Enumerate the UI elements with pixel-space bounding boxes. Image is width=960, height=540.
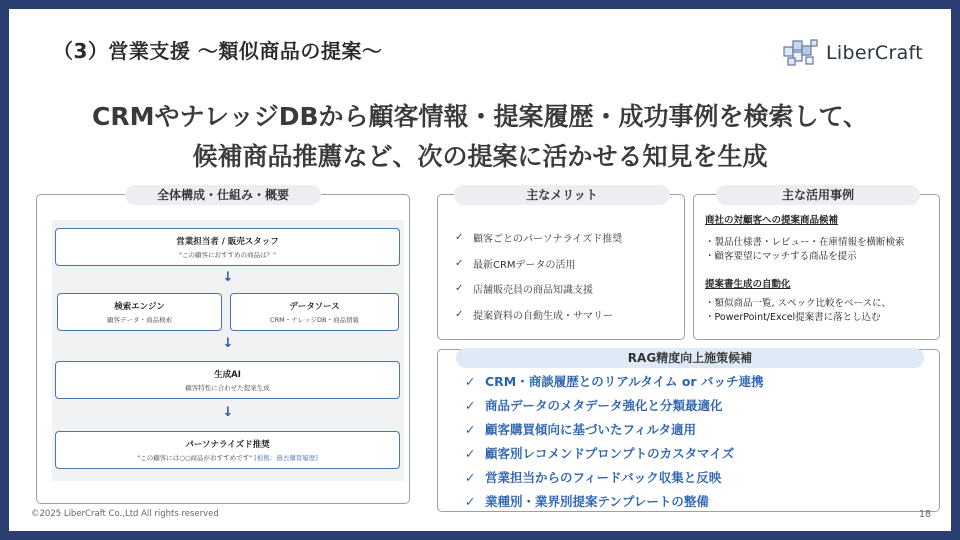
- personalized-ref: [根拠：過去購買履歴]: [254, 454, 318, 462]
- usecases-title: 主な活用事例: [716, 185, 920, 205]
- section-title: （3）営業支援 〜類似商品の提案〜: [53, 39, 383, 63]
- personalized-quote: "この顧客には○○商品がおすすめです": [137, 454, 253, 462]
- list-item: [465, 417, 763, 441]
- check-icon: ✓: [455, 257, 464, 269]
- copyright: ©2025 LiberCraft Co.,Ltd All rights reserved: [31, 509, 219, 519]
- headline-line-1: CRMやナレッジDBから顧客情報・提案履歴・成功事例を検索して、: [91, 102, 869, 131]
- arrow-down-icon: ↓: [222, 405, 234, 420]
- list-item: [465, 489, 763, 513]
- merit-text: 店舗販売員の商品知識支援: [473, 285, 593, 297]
- staff-title: 営業担当者 / 販売スタッフ: [176, 237, 279, 247]
- merits-panel: [437, 188, 685, 340]
- check-icon: ✓: [465, 421, 476, 437]
- list-item: [455, 251, 622, 277]
- generative-ai-subtitle: 顧客特性に合わせた提案生成: [185, 384, 270, 392]
- datasource-subtitle: CRM・ナレッジDB・商品情報: [270, 316, 359, 324]
- check-icon: ✓: [465, 445, 476, 461]
- usecase-1-line-2: ・顧客要望にマッチする商品を提示: [705, 251, 857, 262]
- page-number: 18: [919, 509, 932, 520]
- rag-text: CRM・商談履歴とのリアルタイム or バッチ連携: [485, 374, 764, 389]
- usecase-2-heading: 提案書生成の自動化: [705, 279, 791, 290]
- arrow-down-icon: ↓: [222, 336, 234, 351]
- check-icon: ✓: [465, 397, 476, 413]
- logo: [782, 37, 923, 69]
- check-icon: ✓: [455, 283, 464, 295]
- personalized-title: パーソナライズド推奨: [185, 440, 270, 450]
- rag-text: 顧客別レコメンドプロンプトのカスタマイズ: [485, 446, 735, 461]
- rag-text: 営業担当からのフィードバック収集と反映: [485, 470, 722, 485]
- search-engine-box: [57, 293, 222, 331]
- libercraft-logo-icon: [782, 37, 820, 69]
- usecases-panel: [693, 188, 940, 340]
- merit-text: 最新CRMデータの活用: [473, 259, 576, 271]
- merit-text: 提案資料の自動生成・サマリー: [473, 310, 613, 322]
- architecture-diagram: [52, 220, 404, 481]
- list-item: [465, 465, 763, 489]
- rag-text: 顧客購買傾向に基づいたフィルタ適用: [485, 422, 697, 437]
- datasource-title: データソース: [289, 302, 340, 312]
- staff-subtitle: "この顧客におすすめの商品は？": [178, 251, 277, 259]
- check-icon: ✓: [465, 373, 476, 389]
- logo-text: LiberCraft: [826, 42, 923, 64]
- rag-list: [465, 369, 763, 513]
- list-item: [455, 225, 622, 251]
- list-item: [455, 302, 622, 328]
- merits-title: 主なメリット: [454, 185, 670, 205]
- merits-list: [455, 225, 622, 327]
- usecase-1-line-1: ・製品仕様書・レビュー・在庫情報を横断検索: [705, 237, 905, 248]
- search-engine-subtitle: 顧客データ・商品検索: [107, 316, 172, 324]
- check-icon: ✓: [465, 469, 476, 485]
- usecase-2-line-1: ・類似商品一覧, スペック比較をベースに、: [705, 298, 892, 309]
- overview-panel: [36, 188, 410, 504]
- check-icon: ✓: [465, 493, 476, 509]
- list-item: [465, 393, 763, 417]
- list-item: [465, 441, 763, 465]
- arrow-down-icon: ↓: [222, 270, 234, 285]
- personalized-box: [55, 431, 400, 469]
- rag-panel: [437, 349, 940, 512]
- generative-ai-box: [55, 361, 400, 399]
- generative-ai-title: 生成AI: [214, 370, 241, 380]
- rag-text: 業種別・業界別提案テンプレートの整備: [485, 494, 709, 509]
- headline: [9, 97, 951, 177]
- overview-title: 全体構成・仕組み・概要: [125, 185, 321, 205]
- search-engine-title: 検索エンジン: [114, 302, 165, 312]
- rag-text: 商品データのメタデータ強化と分類最適化: [485, 398, 723, 413]
- merit-text: 顧客ごとのパーソナライズド推奨: [473, 234, 623, 246]
- slide: [9, 9, 951, 531]
- personalized-subtitle: [56, 453, 399, 462]
- rag-title: RAG精度向上施策候補: [456, 348, 924, 368]
- list-item: [465, 369, 763, 393]
- list-item: [455, 276, 622, 302]
- usecase-1-heading: 商社の対顧客への提案商品候補: [705, 215, 839, 226]
- check-icon: ✓: [455, 232, 464, 244]
- headline-line-2: 候補商品推薦など、次の提案に活かせる知見を生成: [192, 142, 768, 171]
- check-icon: ✓: [455, 308, 464, 320]
- usecase-2-line-2: ・PowerPoint/Excel提案書に落とし込む: [705, 312, 881, 323]
- datasource-box: [230, 293, 399, 331]
- staff-box: [55, 228, 400, 266]
